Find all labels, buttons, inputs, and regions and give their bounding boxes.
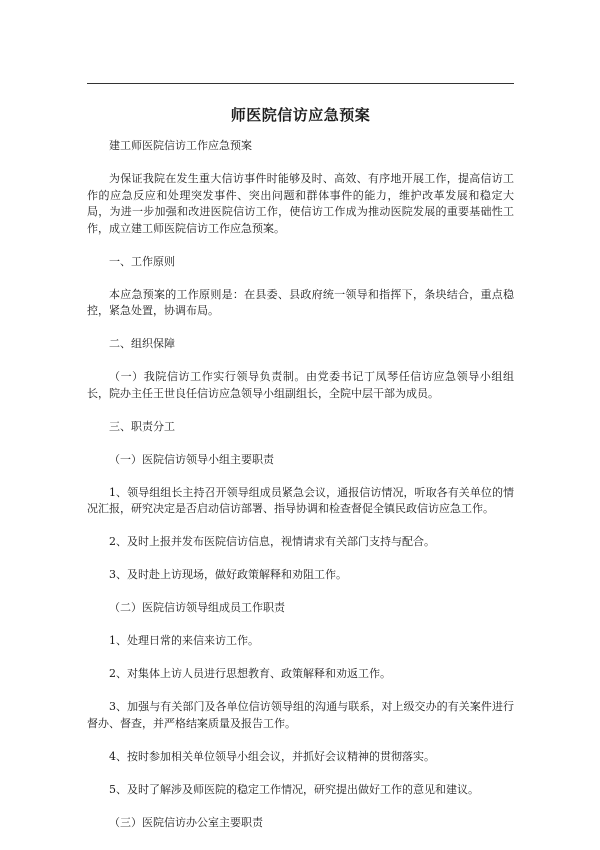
list-item: 5、及时了解涉及师医院的稳定工作情况，研究提出做好工作的意见和建议。 [109, 782, 479, 796]
section-heading: 三、职责分工 [109, 419, 175, 433]
body-paragraph: （一）我院信访工作实行领导负责制。由党委书记丁凤琴任信访应急领导小组组长，院办主任王世良任信访应急领导小组副组长，全院中层干部为成员。 [87, 370, 514, 400]
list-item: 3、加强与有关部门及各单位信访领导组的沟通与联系，对上级交办的有关案件进行督办、督查，并严格结案质量及报告工作。 [87, 700, 514, 730]
list-item: 2、对集体上访人员进行思想教育、政策解释和劝返工作。 [109, 667, 391, 680]
subsection-heading: （一）医院信访领导小组主要职责 [109, 452, 274, 466]
document-title: 师医院信访应急预案 [230, 106, 371, 124]
list-item: 1、处理日常的来信来访工作。 [109, 634, 259, 647]
list-item: 3、及时赴上访现场，做好政策解释和劝阻工作。 [109, 568, 347, 581]
list-item: 1、领导组组长主持召开领导组成员紧急会议，通报信访情况，听取各有关单位的情况汇报，研究决定是否启动信访部署、指导协调和检查督促全镇民政信访应急工作。 [87, 485, 514, 515]
header-rule [87, 83, 514, 84]
body-paragraph: 为保证我院在发生重大信访事件时能够及时、高效、有序地开展工作，提高信访工作的应急反应和处理突发事件、突出问题和群体事件的能力，维护改革发展和稳定大局，为进一步加强和改进医院信访工作，使信访工作成为推动医院发展的重要基础性工作，成立建工师医院信访工作应急预案。 [87, 172, 514, 235]
document-body [87, 138, 514, 831]
body-paragraph: 本应急预案的工作原则是：在县委、县政府统一领导和指挥下，条块结合，重点稳控，紧急处置，协调布局。 [87, 287, 514, 317]
section-heading: 一、工作原则 [109, 254, 175, 268]
subsection-heading: （二）医院信访领导组成员工作职责 [109, 601, 285, 614]
subtitle-paragraph: 建工师医院信访工作应急预案 [109, 139, 252, 152]
section-heading: 二、组织保障 [109, 337, 175, 350]
subsection-heading: （三）医院信访办公室主要职责 [109, 815, 263, 829]
list-item: 2、及时上报并发布医院信访信息，视情请求有关部门支持与配合。 [109, 535, 435, 548]
list-item: 4、按时参加相关单位领导小组会议，并抓好会议精神的贯彻落实。 [109, 749, 435, 763]
